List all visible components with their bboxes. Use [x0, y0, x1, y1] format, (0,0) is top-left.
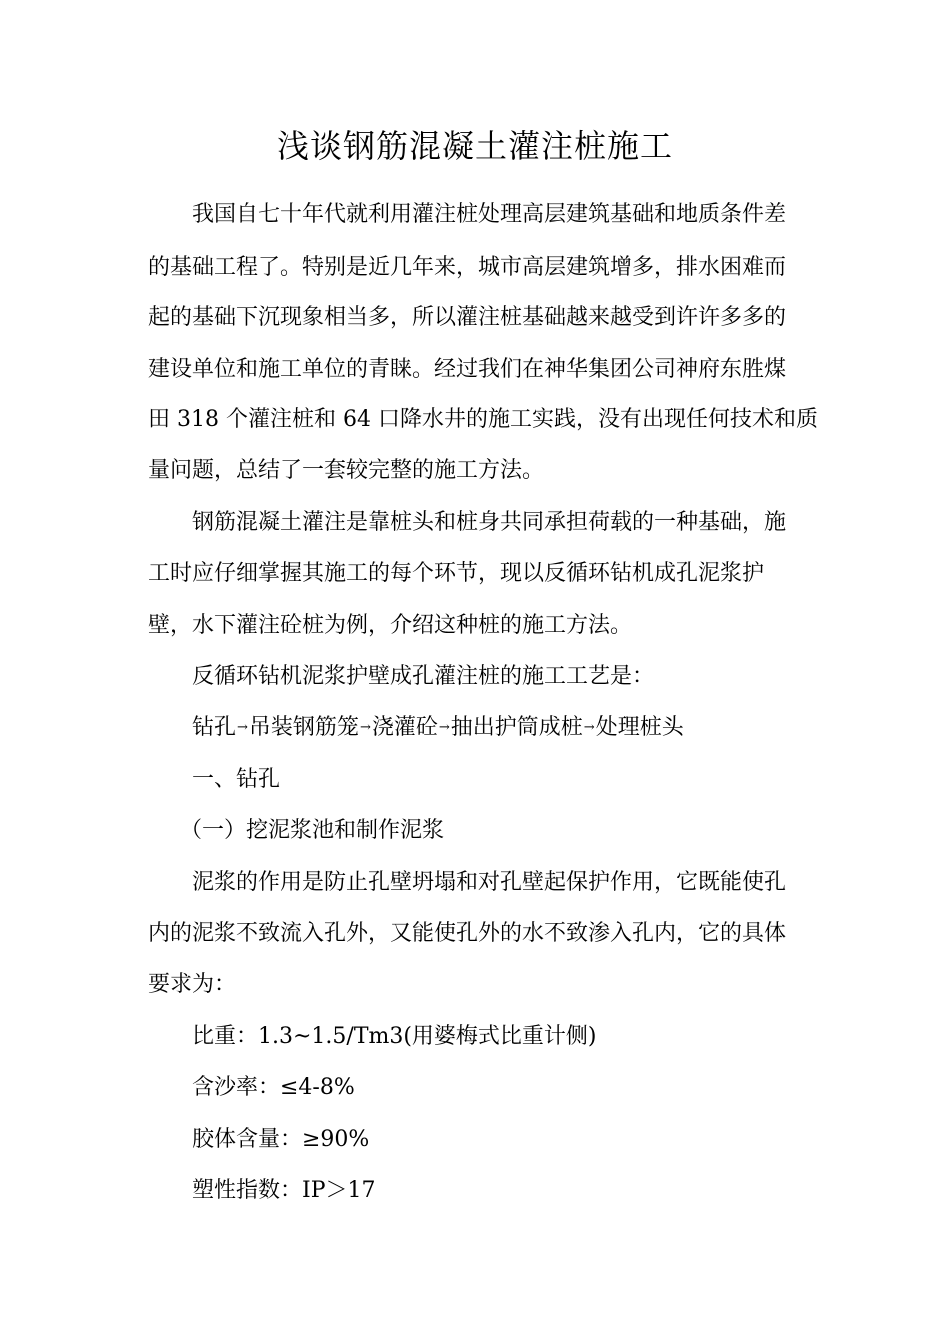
paragraph-1-line-6: 量问题，总结了一套较完整的施工方法。 — [148, 458, 545, 483]
process-step: 浇灌砼 — [371, 715, 438, 740]
paragraph-1-line-4: 建设单位和施工单位的青睐。经过我们在神华集团公司神府东胜煤 — [148, 357, 787, 382]
process-intro: 反循环钻机泥浆护壁成孔灌注桩的施工工艺是： — [192, 664, 655, 689]
section-1-heading: 一、钻孔 — [192, 767, 281, 792]
subsection-1-heading: （一）挖泥浆池和制作泥浆 — [180, 818, 445, 843]
requirement-colloid-content: 胶体含量：≥90% — [192, 1127, 370, 1152]
requirement-specific-gravity: 比重：1.3~1.5/Tm3(用婆梅式比重计侧) — [192, 1024, 597, 1049]
paragraph-2-line-1: 钢筋混凝土灌注是靠桩头和桩身共同承担荷载的一种基础，施 — [192, 510, 787, 535]
arrow-right-icon: → — [237, 720, 248, 735]
paragraph-1-line-1: 我国自七十年代就利用灌注桩处理高层建筑基础和地质条件差 — [192, 202, 787, 227]
paragraph-2-line-2: 工时应仔细掌握其施工的每个环节，现以反循环钻机成孔泥浆护 — [148, 561, 765, 586]
process-step: 抽出护筒成桩 — [450, 715, 583, 740]
paragraph-3-line-2: 内的泥浆不致流入孔外，又能使孔外的水不致渗入孔内，它的具体 — [148, 921, 787, 946]
process-step: 钻孔 — [192, 715, 237, 740]
requirement-sand-content: 含沙率：≤4-8% — [192, 1075, 355, 1100]
paragraph-3-line-1: 泥浆的作用是防止孔壁坍塌和对孔壁起保护作用，它既能使孔 — [192, 870, 787, 895]
paragraph-2-line-3: 壁，水下灌注砼桩为例，介绍这种桩的施工方法。 — [148, 613, 633, 638]
arrow-right-icon: → — [583, 720, 595, 735]
paragraph-1-line-2: 的基础工程了。特别是近几年来，城市高层建筑增多，排水困难而 — [148, 255, 787, 280]
paragraph-1-line-3: 起的基础下沉现象相当多，所以灌注桩基础越来越受到许许多多的 — [148, 305, 787, 330]
requirement-plasticity-index: 塑性指数：IP＞17 — [192, 1178, 376, 1203]
paragraph-1-line-5: 田 318 个灌注桩和 64 口降水井的施工实践，没有出现任何技术和质 — [148, 407, 818, 432]
paragraph-3-line-3: 要求为： — [148, 972, 237, 997]
process-step: 处理桩头 — [595, 715, 684, 740]
process-flow — [192, 712, 684, 744]
arrow-right-icon: → — [438, 720, 450, 735]
document-title: 浅谈钢筋混凝土灌注桩施工 — [276, 127, 673, 165]
process-step: 吊装钢筋笼 — [248, 715, 359, 740]
arrow-right-icon: → — [359, 720, 371, 735]
